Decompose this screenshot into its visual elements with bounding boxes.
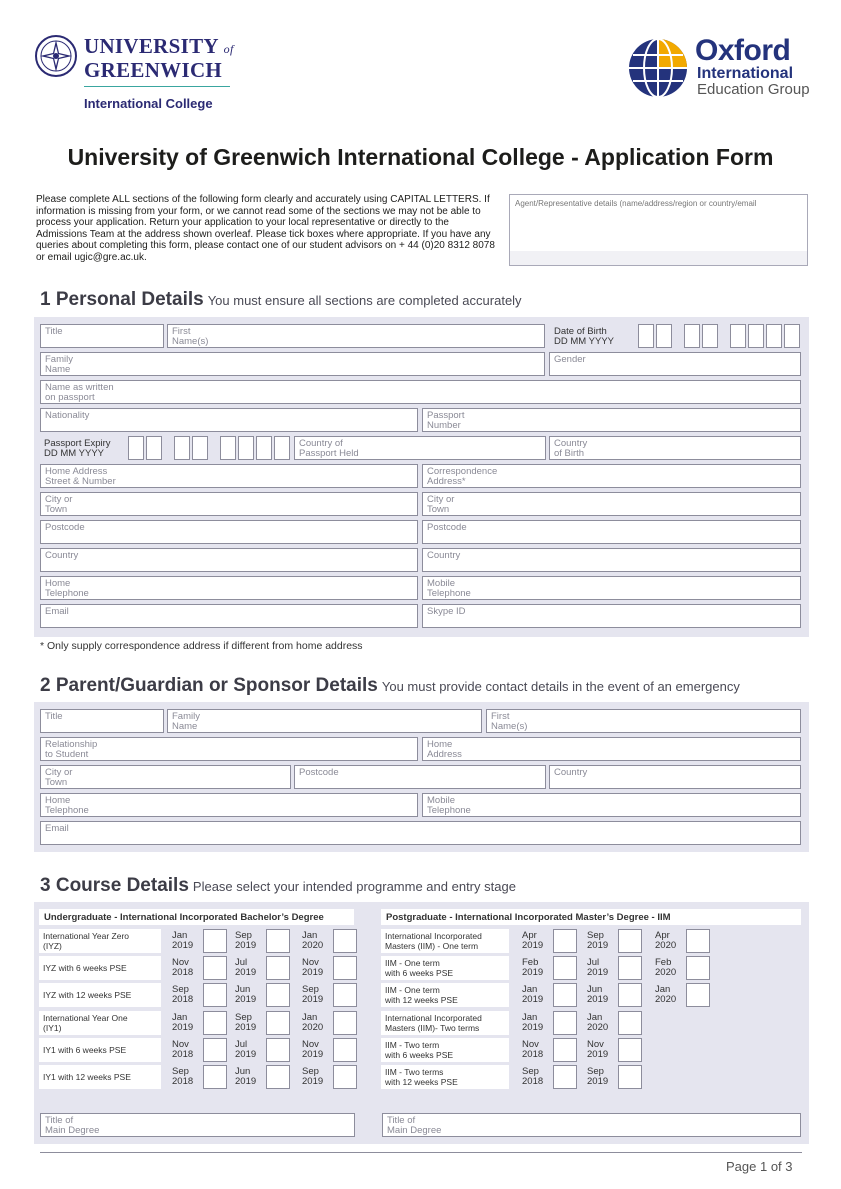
ug-entry-checkbox[interactable]	[203, 983, 227, 1007]
ug-programme-label: IYZ with 12 weeks PSE	[39, 983, 161, 1007]
title-field[interactable]: Title	[40, 324, 164, 348]
country-of-birth-field[interactable]: Country of Birth	[549, 436, 801, 460]
dob-y2-box[interactable]	[748, 324, 764, 348]
pg-entry-checkbox[interactable]	[618, 956, 642, 980]
correspondence-city-field[interactable]: City or Town	[422, 492, 801, 516]
pg-entry-checkbox[interactable]	[553, 983, 577, 1007]
pg-entry-checkbox[interactable]	[686, 983, 710, 1007]
home-postcode-field[interactable]: Postcode	[40, 520, 418, 544]
compass-seal-icon	[34, 34, 78, 78]
dob-y3-box[interactable]	[766, 324, 782, 348]
pg-programme-label: International Incorporated Masters (IIM) - One term	[381, 929, 509, 953]
ug-entry-checkbox[interactable]	[333, 929, 357, 953]
guardian-country-field[interactable]: Country	[549, 765, 801, 789]
pg-programme-label: IIM - One term with 6 weeks PSE	[381, 956, 509, 980]
pg-entry-date: Feb 2019	[522, 957, 544, 979]
oxford-wordmark: Oxford	[695, 34, 791, 67]
pg-entry-checkbox[interactable]	[686, 956, 710, 980]
pg-entry-checkbox[interactable]	[553, 1011, 577, 1035]
ug-entry-date: Sep 2019	[235, 930, 257, 951]
pg-entry-date: Jan 2020	[655, 984, 677, 1006]
expiry-y2-box[interactable]	[238, 436, 254, 460]
ug-entry-checkbox[interactable]	[203, 1011, 227, 1035]
ug-entry-date: Jan 2020	[302, 930, 324, 951]
dob-m2-box[interactable]	[702, 324, 718, 348]
ug-entry-checkbox[interactable]	[333, 983, 357, 1007]
guardian-city-field[interactable]: City or Town	[40, 765, 291, 789]
ug-entry-checkbox[interactable]	[266, 956, 290, 980]
ug-entry-date: Jan 2019	[172, 1011, 194, 1033]
ug-main-degree-field[interactable]: Title of Main Degree	[40, 1113, 355, 1137]
logo-divider	[84, 86, 230, 87]
home-city-field[interactable]: City or Town	[40, 492, 418, 516]
agent-details-label: Agent/Representative details (name/address/region or country/email	[515, 199, 757, 208]
guardian-postcode-field[interactable]: Postcode	[294, 765, 546, 789]
pg-entry-checkbox[interactable]	[553, 929, 577, 953]
home-country-field[interactable]: Country	[40, 548, 418, 572]
pg-entry-checkbox[interactable]	[553, 956, 577, 980]
expiry-y3-box[interactable]	[256, 436, 272, 460]
ug-entry-checkbox[interactable]	[203, 956, 227, 980]
footer-rule	[40, 1152, 802, 1153]
education-group-wordmark: Education Group	[697, 81, 810, 98]
passport-expiry-label: Passport Expiry DD MM YYYY	[44, 438, 111, 459]
undergraduate-heading: Undergraduate - International Incorporated Bachelor’s Degree	[39, 909, 354, 925]
correspondence-postcode-field[interactable]: Postcode	[422, 520, 801, 544]
pg-entry-date: Jul 2019	[587, 957, 609, 979]
pg-entry-date: Jan 2020	[587, 1011, 609, 1033]
guardian-details-panel	[34, 702, 809, 852]
pg-entry-date: Jun 2019	[587, 984, 609, 1006]
section-2-heading: 2 Parent/Guardian or Sponsor Details You must provide contact details in the event of an emergency	[40, 675, 740, 696]
ug-entry-checkbox[interactable]	[266, 929, 290, 953]
pg-entry-checkbox[interactable]	[553, 1065, 577, 1089]
dob-d2-box[interactable]	[656, 324, 672, 348]
pg-entry-checkbox[interactable]	[618, 1065, 642, 1089]
ug-entry-date: Jul 2019	[235, 1038, 257, 1060]
ug-entry-date: Jun 2019	[235, 1066, 257, 1087]
ug-entry-date: Sep 2019	[302, 984, 324, 1006]
correspondence-address-field[interactable]: Correspondence Address*	[422, 464, 801, 488]
pg-entry-date: Jan 2019	[522, 984, 544, 1006]
pg-entry-date: Nov 2018	[522, 1038, 544, 1060]
dob-label: Date of Birth DD MM YYYY	[554, 326, 615, 347]
pg-programme-label: IIM - Two term with 6 weeks PSE	[381, 1038, 509, 1062]
pg-entry-date: Feb 2020	[655, 957, 677, 979]
guardian-first-name-field[interactable]: First Name(s)	[486, 709, 801, 733]
ug-entry-checkbox[interactable]	[333, 1011, 357, 1035]
pg-entry-checkbox[interactable]	[618, 929, 642, 953]
agent-details-field[interactable]	[509, 194, 808, 266]
ug-entry-date: Jul 2019	[235, 957, 257, 979]
dob-d1-box[interactable]	[638, 324, 654, 348]
intro-text: Please complete ALL sections of the following form clearly and accurately using CAPITAL LETTERS. If information is missing from your form, or we cannot read some of the sections we may not be able to process your application. Return your application to your local representative or directly to the Admissions Team at the address shown overleaf. Please tick boxes where appropriate. If you have any queries about completing this form, please contact one of our student advisors on + 44 (0)20 8312 8078 or email ugic@gre.ac.uk.	[36, 194, 495, 263]
university-of-greenwich-logo	[34, 34, 234, 114]
email-field[interactable]: Email	[40, 604, 418, 628]
ug-entry-date: Nov 2018	[172, 1038, 194, 1060]
ug-entry-checkbox[interactable]	[203, 929, 227, 953]
skype-id-field[interactable]: Skype ID	[422, 604, 801, 628]
university-name: UNIVERSITY of GREENWICH	[84, 34, 234, 82]
guardian-title-field[interactable]: Title	[40, 709, 164, 733]
ug-entry-date: Sep 2018	[172, 984, 194, 1006]
ug-entry-date: Jan 2020	[302, 1011, 324, 1033]
ug-programme-label: IY1 with 12 weeks PSE	[39, 1065, 161, 1089]
form-title: University of Greenwich International College - Application Form	[67, 144, 774, 170]
pg-entry-checkbox[interactable]	[686, 929, 710, 953]
home-telephone-field[interactable]: Home Telephone	[40, 576, 418, 600]
ug-programme-label: IY1 with 6 weeks PSE	[39, 1038, 161, 1062]
ug-entry-checkbox[interactable]	[333, 1065, 357, 1089]
ug-entry-checkbox[interactable]	[266, 1065, 290, 1089]
pg-entry-date: Sep 2019	[587, 930, 609, 951]
guardian-email-field[interactable]: Email	[40, 821, 801, 845]
ug-entry-date: Jun 2019	[235, 984, 257, 1006]
ug-entry-date: Sep 2019	[302, 1066, 324, 1087]
ug-entry-checkbox[interactable]	[333, 956, 357, 980]
pg-entry-checkbox[interactable]	[618, 1038, 642, 1062]
guardian-family-name-field[interactable]: Family Name	[167, 709, 482, 733]
pg-entry-date: Sep 2018	[522, 1066, 544, 1087]
pg-programme-label: International Incorporated Masters (IIM)- Two terms	[381, 1011, 509, 1035]
expiry-m2-box[interactable]	[192, 436, 208, 460]
mobile-telephone-field[interactable]: Mobile Telephone	[422, 576, 801, 600]
oxford-international-logo	[628, 34, 813, 102]
section-3-heading: 3 Course Details Please select your intended programme and entry stage	[40, 875, 516, 896]
section-1-heading: 1 Personal Details You must ensure all sections are completed accurately	[40, 289, 522, 310]
ug-entry-checkbox[interactable]	[266, 983, 290, 1007]
globe-icon	[628, 38, 688, 98]
pg-entry-date: Apr 2020	[655, 930, 677, 951]
dob-y4-box[interactable]	[784, 324, 800, 348]
ug-programme-label: International Year One (IY1)	[39, 1011, 161, 1035]
pg-programme-label: IIM - One term with 12 weeks PSE	[381, 983, 509, 1007]
ug-entry-date: Sep 2018	[172, 1066, 194, 1087]
expiry-d2-box[interactable]	[146, 436, 162, 460]
passport-number-field[interactable]: Passport Number	[422, 408, 801, 432]
pg-main-degree-field[interactable]: Title of Main Degree	[382, 1113, 801, 1137]
pg-entry-checkbox[interactable]	[618, 983, 642, 1007]
dob-m1-box[interactable]	[684, 324, 700, 348]
page-number: Page 1 of 3	[726, 1159, 793, 1174]
pg-entry-date: Apr 2019	[522, 930, 544, 951]
correspondence-country-field[interactable]: Country	[422, 548, 801, 572]
first-name-field[interactable]: First Name(s)	[167, 324, 545, 348]
ug-entry-date: Nov 2019	[302, 957, 324, 979]
pg-entry-checkbox[interactable]	[553, 1038, 577, 1062]
relationship-field[interactable]: Relationship to Student	[40, 737, 418, 761]
ug-entry-checkbox[interactable]	[333, 1038, 357, 1062]
ug-entry-date: Sep 2019	[235, 1011, 257, 1033]
passport-name-field[interactable]: Name as written on passport	[40, 380, 801, 404]
country-of-passport-field[interactable]: Country of Passport Held	[294, 436, 546, 460]
college-name: International College	[84, 96, 213, 111]
pg-entry-date: Nov 2019	[587, 1038, 609, 1060]
ug-entry-checkbox[interactable]	[203, 1038, 227, 1062]
pg-entry-checkbox[interactable]	[618, 1011, 642, 1035]
home-address-field[interactable]: Home Address Street & Number	[40, 464, 418, 488]
expiry-y1-box[interactable]	[220, 436, 236, 460]
ug-entry-date: Nov 2019	[302, 1038, 324, 1060]
expiry-d1-box[interactable]	[128, 436, 144, 460]
guardian-home-telephone-field[interactable]: Home Telephone	[40, 793, 418, 817]
expiry-m1-box[interactable]	[174, 436, 190, 460]
dob-y1-box[interactable]	[730, 324, 746, 348]
pg-entry-date: Sep 2019	[587, 1066, 609, 1087]
pg-programme-label: IIM - Two terms with 12 weeks PSE	[381, 1065, 509, 1089]
guardian-mobile-telephone-field[interactable]: Mobile Telephone	[422, 793, 801, 817]
family-name-field[interactable]: Family Name	[40, 352, 545, 376]
international-wordmark: International	[697, 65, 794, 82]
pg-entry-date: Jan 2019	[522, 1011, 544, 1033]
expiry-y4-box[interactable]	[274, 436, 290, 460]
ug-entry-date: Jan 2019	[172, 930, 194, 951]
address-footnote: * Only supply correspondence address if different from home address	[40, 640, 363, 652]
postgraduate-heading: Postgraduate - International Incorporated Master’s Degree - IIM	[381, 909, 801, 925]
personal-details-panel	[34, 317, 809, 637]
ug-entry-checkbox[interactable]	[203, 1065, 227, 1089]
ug-entry-date: Nov 2018	[172, 957, 194, 979]
ug-programme-label: International Year Zero (IYZ)	[39, 929, 161, 953]
ug-programme-label: IYZ with 6 weeks PSE	[39, 956, 161, 980]
gender-field[interactable]: Gender	[549, 352, 801, 376]
nationality-field[interactable]: Nationality	[40, 408, 418, 432]
ug-entry-checkbox[interactable]	[266, 1011, 290, 1035]
ug-entry-checkbox[interactable]	[266, 1038, 290, 1062]
course-details-panel	[34, 902, 809, 1144]
guardian-home-address-field[interactable]: Home Address	[422, 737, 801, 761]
